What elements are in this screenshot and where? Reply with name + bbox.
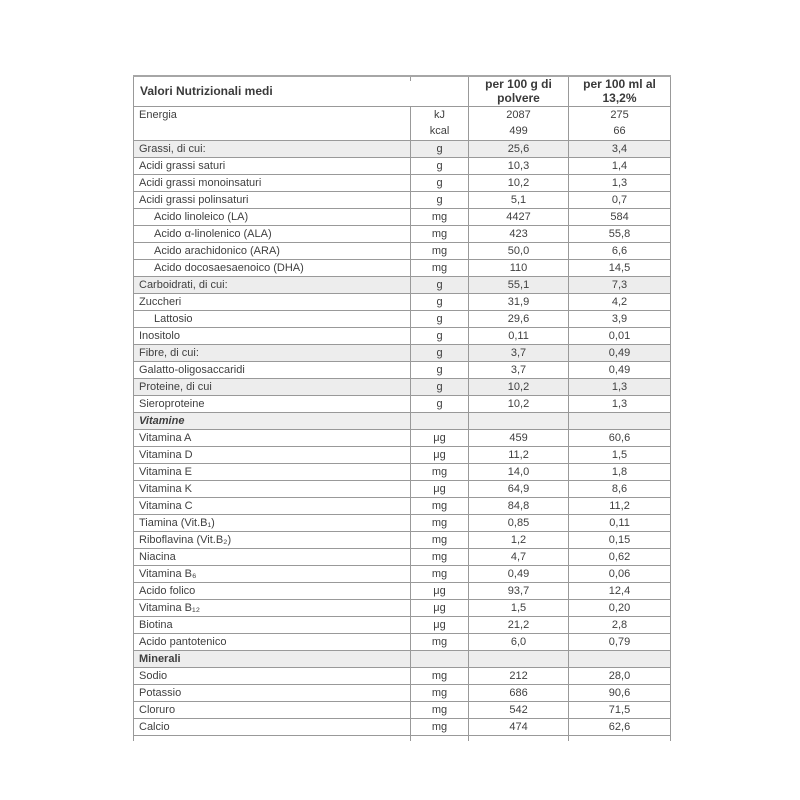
row-label: Vitamina K [134,480,411,497]
row-value-100g [469,650,569,667]
row-value-100ml: 3,9 [569,310,671,327]
row-value-100g: 93,7 [469,582,569,599]
row-label: Acidi grassi monoinsaturi [134,174,411,191]
row-value-100ml [569,412,671,429]
row-value-100ml: 1,3 [569,174,671,191]
row-label: Sieroproteine [134,395,411,412]
row-value-100ml: 11,2 [569,497,671,514]
row-label: Vitamina D [134,446,411,463]
table-row [134,446,671,463]
table-row [134,582,671,599]
table-header-row [134,76,671,106]
row-label: Proteine, di cui [134,378,411,395]
row-label: Lattosio [134,310,411,327]
cutoff-row-stub [134,735,671,741]
row-value-100ml: 0,7 [569,191,671,208]
row-value-100g: 29,6 [469,310,569,327]
row-value-100g: 84,8 [469,497,569,514]
row-value-100ml: 3,4 [569,140,671,157]
row-label: Galatto-oligosaccaridi [134,361,411,378]
row-value-100g: 64,9 [469,480,569,497]
table-row [134,480,671,497]
row-value-100g: 542 [469,701,569,718]
row-unit: μg [411,446,469,463]
row-unit: μg [411,429,469,446]
row-value-100ml: 0,06 [569,565,671,582]
table-row [134,225,671,242]
table-row [134,293,671,310]
row-unit: mg [411,633,469,650]
row-value-100ml: 7,3 [569,276,671,293]
row-value-100g: 3,7 [469,344,569,361]
table-row [134,701,671,718]
row-label: Acidi grassi polinsaturi [134,191,411,208]
row-value-100g: 11,2 [469,446,569,463]
row-unit: mg [411,242,469,259]
row-value-100g: 4427 [469,208,569,225]
table-row [134,259,671,276]
row-value-100ml: 0,49 [569,344,671,361]
row-unit: g [411,378,469,395]
nutrition-table [133,75,671,741]
row-unit: mg [411,667,469,684]
row-value-100ml [569,650,671,667]
table-row [134,191,671,208]
row-value-100g: 50,0 [469,242,569,259]
row-value-100ml: 6,6 [569,242,671,259]
row-value-100g: 21,2 [469,616,569,633]
row-label: Niacina [134,548,411,565]
row-unit: mg [411,565,469,582]
table-row [134,684,671,701]
row-value-100ml: 60,6 [569,429,671,446]
row-unit [411,412,469,429]
col-header-per-100ml: per 100 ml al 13,2% [569,76,671,106]
row-label: Acido linoleico (LA) [134,208,411,225]
row-value-100ml: 275 [610,108,629,121]
row-label: Fibre, di cui: [134,344,411,361]
row-value-100g: 459 [469,429,569,446]
table-row [134,276,671,293]
row-value-100ml: 0,11 [569,514,671,531]
row-unit: mg [411,514,469,531]
table-row [134,242,671,259]
row-label: Tiamina (Vit.B₁) [134,514,411,531]
row-value-100ml: 62,6 [569,718,671,735]
table-row [134,531,671,548]
row-value-100g: 0,49 [469,565,569,582]
row-unit: mg [411,463,469,480]
row-unit: g [411,191,469,208]
row-unit: g [411,361,469,378]
table-row [134,412,671,429]
row-unit: g [411,157,469,174]
row-value-100g: 6,0 [469,633,569,650]
row-label: Riboflavina (Vit.B₂) [134,531,411,548]
table-row [134,310,671,327]
table-row [134,514,671,531]
cutoff-cell [569,735,671,741]
row-unit: g [411,344,469,361]
row-value-100ml: 0,79 [569,633,671,650]
row-label: Acido arachidonico (ARA) [134,242,411,259]
row-value-100ml: 0,62 [569,548,671,565]
row-value-100g: 1,5 [469,599,569,616]
table-row [134,497,671,514]
row-label: Acido pantotenico [134,633,411,650]
table-row [134,616,671,633]
row-label: Acido folico [134,582,411,599]
table-row [134,633,671,650]
table-row [134,548,671,565]
header-column-tick [410,77,411,81]
table-row [134,650,671,667]
row-value-100g [469,412,569,429]
row-unit: kcal [411,123,469,140]
row-label: Acido docosaesaenoico (DHA) [134,259,411,276]
row-label: Vitamina B₁₂ [134,599,411,616]
row-value-100ml: 66 [569,123,671,140]
row-value-100ml: 4,2 [569,293,671,310]
row-unit [411,650,469,667]
row-value-100g: 5,1 [469,191,569,208]
row-label: Sodio [134,667,411,684]
row-value-100g: 31,9 [469,293,569,310]
row-label: Potassio [134,684,411,701]
row-value-100g: 474 [469,718,569,735]
nutrition-table-container [133,75,670,741]
row-value-100ml: 1,5 [569,446,671,463]
row-unit: g [411,140,469,157]
table-row [134,667,671,684]
row-value-100g: 10,3 [469,157,569,174]
row-value-100ml: 584 [569,208,671,225]
row-value-100g: 10,2 [469,174,569,191]
row-label: Cloruro [134,701,411,718]
row-unit: g [411,276,469,293]
row-label: Vitamina E [134,463,411,480]
row-value-100ml: 0,01 [569,327,671,344]
row-value-100g: 686 [469,684,569,701]
row-value-100ml: 2,8 [569,616,671,633]
row-value-100ml: 0,49 [569,361,671,378]
row-label: Vitamina A [134,429,411,446]
row-value-100g: 423 [469,225,569,242]
row-value-100ml: 90,6 [569,684,671,701]
row-value-100g: 499 [469,123,569,140]
row-value-100ml: 0,20 [569,599,671,616]
row-label: Biotina [134,616,411,633]
cutoff-cell [411,735,469,741]
row-label: Calcio [134,718,411,735]
row-value-100g: 2087 [469,106,569,123]
row-value-100g: 212 [469,667,569,684]
row-value-100ml: 28,0 [569,667,671,684]
row-unit: g [411,395,469,412]
table-row [134,344,671,361]
row-value-100g: 4,7 [469,548,569,565]
row-unit: kJ [411,106,469,123]
nutrition-table-cutoff [134,735,671,741]
row-unit: μg [411,616,469,633]
table-row [134,106,671,123]
nutrition-table-body [134,106,671,735]
table-row [134,395,671,412]
row-label: Carboidrati, di cui: [134,276,411,293]
row-value-100g: 10,2 [469,378,569,395]
row-unit: μg [411,582,469,599]
table-row [134,361,671,378]
row-value-100g: 3,7 [469,361,569,378]
row-label: Grassi, di cui: [134,140,411,157]
row-unit: μg [411,599,469,616]
row-unit: g [411,174,469,191]
row-value-100ml: 1,3 [569,378,671,395]
cutoff-cell [134,735,411,741]
row-unit: mg [411,531,469,548]
row-label: Acidi grassi saturi [134,157,411,174]
row-value-100g: 25,6 [469,140,569,157]
table-row [134,208,671,225]
table-row [134,565,671,582]
row-value-100g: 110 [469,259,569,276]
table-row [134,123,671,140]
row-unit: g [411,293,469,310]
row-unit: mg [411,718,469,735]
row-value-100ml: 8,6 [569,480,671,497]
table-row [134,157,671,174]
row-unit: g [411,327,469,344]
row-value-100ml: 12,4 [569,582,671,599]
cutoff-cell [469,735,569,741]
table-row [134,327,671,344]
row-value-100g: 10,2 [469,395,569,412]
row-unit: mg [411,208,469,225]
row-unit: mg [411,225,469,242]
table-row [134,174,671,191]
row-value-100g: 0,11 [469,327,569,344]
row-label: Energia [134,106,411,123]
table-row [134,378,671,395]
row-value-100ml: 0,15 [569,531,671,548]
row-label: Vitamina C [134,497,411,514]
table-row [134,463,671,480]
row-label: Minerali [134,650,411,667]
table-row [134,429,671,446]
row-value-100ml: 1,4 [569,157,671,174]
table-row [134,718,671,735]
table-row [134,140,671,157]
row-value-100g: 55,1 [469,276,569,293]
row-value-100ml: 1,8 [569,463,671,480]
row-value-100g: 0,85 [469,514,569,531]
row-label: Vitamina B₆ [134,565,411,582]
table-row [134,599,671,616]
row-value-100g: 14,0 [469,463,569,480]
row-unit: mg [411,497,469,514]
row-unit: mg [411,684,469,701]
table-title: Valori Nutrizionali medi [134,76,469,106]
row-label: Inositolo [134,327,411,344]
row-value-100ml: 14,5 [569,259,671,276]
row-unit: g [411,310,469,327]
row-unit: μg [411,480,469,497]
row-label: Acido α-linolenico (ALA) [134,225,411,242]
row-value-100g: 1,2 [469,531,569,548]
col-header-per-100g: per 100 g di polvere [469,76,569,106]
row-unit: mg [411,548,469,565]
row-label: Zuccheri [134,293,411,310]
row-value-100ml: 55,8 [569,225,671,242]
row-value-100ml: 1,3 [569,395,671,412]
row-unit: mg [411,701,469,718]
row-label [134,123,411,140]
row-value-100ml: 71,5 [569,701,671,718]
row-unit: mg [411,259,469,276]
row-label: Vitamine [134,412,411,429]
